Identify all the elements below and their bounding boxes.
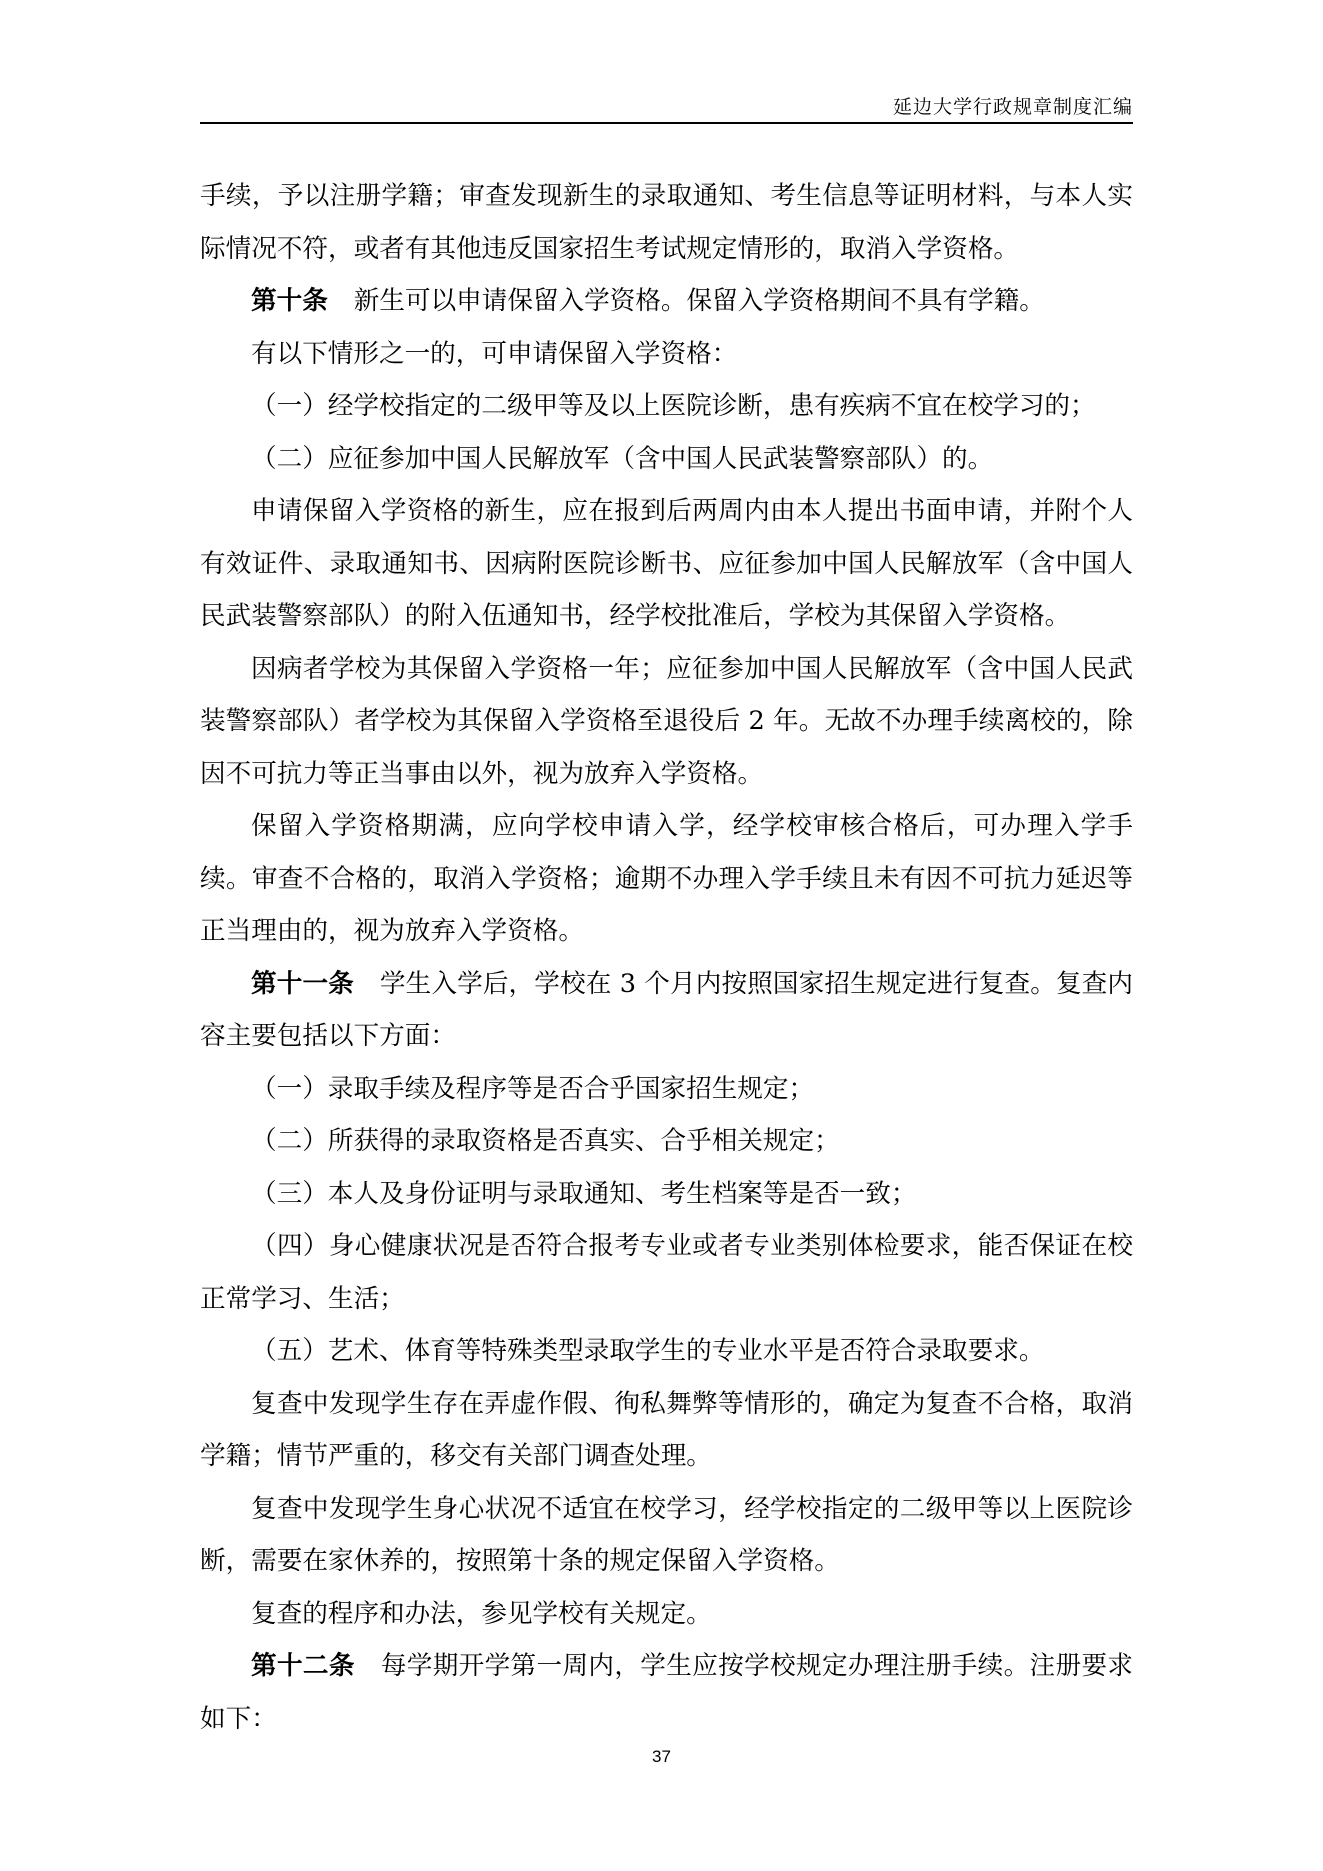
article-text: 每学期开学第一周内，学生应按学校规定办理注册手续。注册要求如下： [200, 1651, 1133, 1734]
paragraph: 保留入学资格期满，应向学校申请入学，经学校审核合格后，可办理入学手续。审查不合格的，取消入学资格；逾期不办理入学手续且未有因不可抗力延迟等正当理由的，视为放弃入学资格。 [200, 811, 1133, 946]
article-text: 学生入学后，学校在 3 个月内按照国家招生规定进行复查。复查内容主要包括以下方面： [200, 968, 1133, 1051]
paragraph-continuation: 手续，予以注册学籍；审查发现新生的录取通知、考生信息等证明材料，与本人实际情况不符，或者有其他违反国家招生考试规定情形的，取消入学资格。 [200, 181, 1133, 264]
article-label: 第十条 [251, 286, 328, 316]
list-item: （一）经学校指定的二级甲等及以上医院诊断，患有疾病不宜在校学习的； [251, 391, 1096, 421]
header-title: 延边大学行政规章制度汇编 [892, 96, 1133, 118]
running-header [200, 92, 1133, 122]
paragraph: 复查中发现学生身心状况不适宜在校学习，经学校指定的二级甲等以上医院诊断，需要在家休养的，按照第十条的规定保留入学资格。 [200, 1493, 1133, 1576]
list-item: （二）所获得的录取资格是否真实、合乎相关规定； [251, 1126, 840, 1156]
document-body [200, 170, 1133, 1745]
paragraph: 申请保留入学资格的新生，应在报到后两周内由本人提出书面申请，并附个人有效证件、录取通知书、因病附医院诊断书、应征参加中国人民解放军（含中国人民武装警察部队）的附入伍通知书，经学校批准后，学校为其保留入学资格。 [200, 496, 1133, 631]
paragraph: 有以下情形之一的，可申请保留入学资格： [251, 338, 738, 369]
paragraph: 复查中发现学生存在弄虚作假、徇私舞弊等情形的，确定为复查不合格，取消学籍；情节严重的，移交有关部门调查处理。 [200, 1388, 1133, 1471]
list-item: （五）艺术、体育等特殊类型录取学生的专业水平是否符合录取要求。 [251, 1336, 1045, 1366]
header-rule [200, 122, 1133, 124]
article-label: 第十一条 [251, 968, 354, 999]
article-11-paragraph [200, 958, 1133, 1063]
article-10-paragraph [200, 275, 1133, 328]
list-item: （三）本人及身份证明与录取通知、考生档案等是否一致； [251, 1178, 917, 1209]
article-12-paragraph [200, 1640, 1133, 1745]
page-number: 37 [652, 1747, 671, 1766]
article-label: 第十二条 [251, 1651, 355, 1681]
paragraph: 因病者学校为其保留入学资格一年；应征参加中国人民解放军（含中国人民武装警察部队）者学校为其保留入学资格至退役后 2 年。无故不办理手续离校的，除因不可抗力等正当事由以外，视为放弃入学资格。 [200, 653, 1133, 789]
list-item: （四）身心健康状况是否符合报考专业或者专业类别体检要求，能否保证在校正常学习、生活； [200, 1231, 1133, 1314]
paragraph: 复查的程序和办法，参见学校有关规定。 [251, 1598, 712, 1629]
article-text: 新生可以申请保留入学资格。保留入学资格期间不具有学籍。 [353, 286, 1045, 316]
list-item: （二）应征参加中国人民解放军（含中国人民武装警察部队）的。 [251, 443, 994, 474]
list-item: （一）录取手续及程序等是否合乎国家招生规定； [251, 1073, 815, 1104]
